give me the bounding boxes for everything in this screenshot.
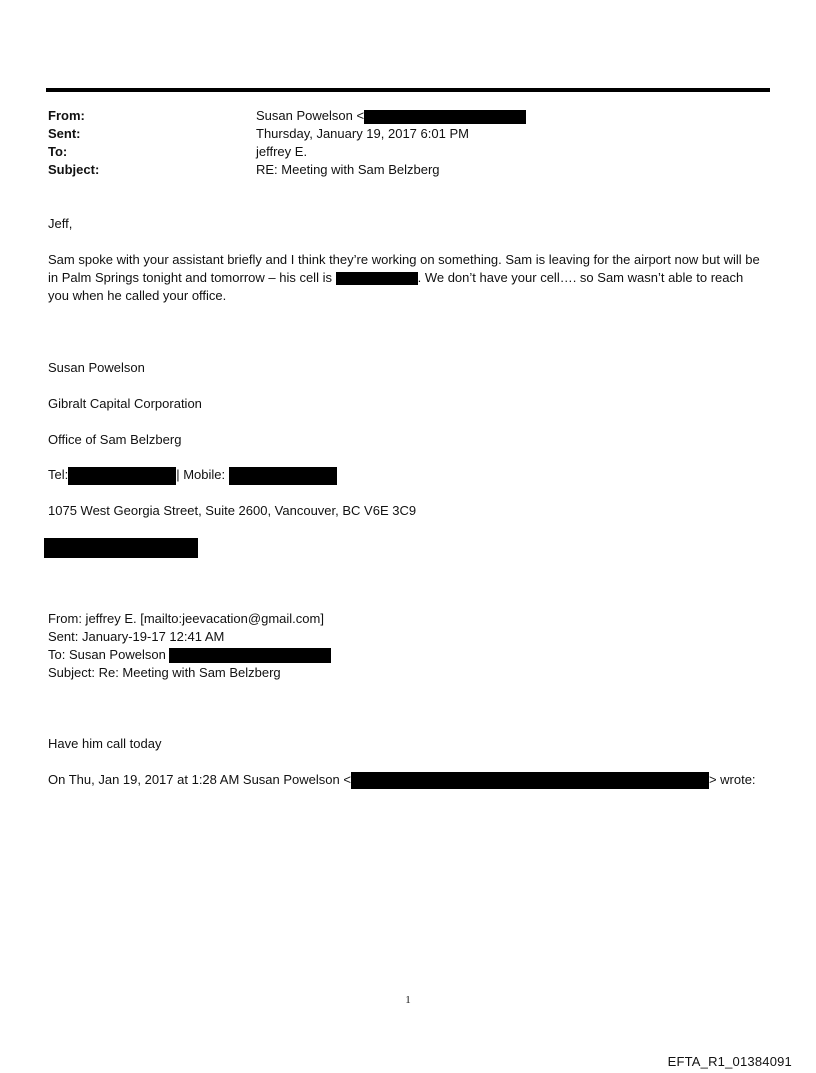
greeting: Jeff, bbox=[48, 216, 73, 231]
redaction-block bbox=[351, 772, 709, 789]
sent-label: Sent: bbox=[48, 126, 81, 141]
sent-value: Thursday, January 19, 2017 6:01 PM bbox=[256, 126, 469, 141]
redaction-block bbox=[229, 467, 337, 485]
message-text-part-1: Sam spoke with your assistant briefly and I think they’re working on something. Sam is leaving for the airport now but will be in Palm Springs tonight and tomorrow – his cell is bbox=[48, 252, 760, 285]
from-label: From: bbox=[48, 108, 85, 123]
redaction-block bbox=[169, 648, 331, 663]
quoted-subject-line: Subject: Re: Meeting with Sam Belzberg bbox=[48, 665, 281, 680]
redaction-block bbox=[68, 467, 176, 485]
signature-name: Susan Powelson bbox=[48, 360, 145, 375]
redaction-block bbox=[44, 538, 198, 558]
signature-phone-line bbox=[48, 466, 337, 485]
signature-company: Gibralt Capital Corporation bbox=[48, 396, 202, 411]
from-value bbox=[256, 107, 526, 125]
attribution-prefix: On Thu, Jan 19, 2017 at 1:28 AM Susan Powelson < bbox=[48, 772, 351, 787]
redaction-block bbox=[364, 110, 526, 124]
redaction-block bbox=[336, 272, 418, 285]
page-number: 1 bbox=[405, 994, 411, 1006]
attribution-suffix: > wrote: bbox=[708, 772, 756, 787]
quoted-from-line: From: jeffrey E. [mailto:jeevacation@gmail.com] bbox=[48, 611, 324, 626]
quoted-reply-text: Have him call today bbox=[48, 736, 162, 751]
header-rule bbox=[46, 88, 770, 92]
quoted-to-line bbox=[48, 646, 331, 664]
quoted-to-text: To: Susan Powelson bbox=[48, 647, 166, 662]
bates-number: EFTA_R1_01384091 bbox=[667, 1054, 792, 1069]
quoted-attribution-line bbox=[48, 771, 756, 789]
signature-office: Office of Sam Belzberg bbox=[48, 432, 182, 447]
to-label: To: bbox=[48, 144, 68, 159]
mobile-label: | Mobile: bbox=[176, 467, 226, 482]
tel-label: Tel: bbox=[48, 467, 69, 482]
quoted-sent-line: Sent: January-19-17 12:41 AM bbox=[48, 629, 225, 644]
subject-value: RE: Meeting with Sam Belzberg bbox=[256, 162, 440, 177]
subject-label: Subject: bbox=[48, 162, 100, 177]
message-text-part-2: . We don’t have your cell…. so Sam wasn’t able to reach you when he called your office. bbox=[48, 270, 744, 303]
from-name: Susan Powelson < bbox=[256, 108, 365, 123]
message-paragraph bbox=[48, 251, 764, 305]
to-value: jeffrey E. bbox=[256, 144, 308, 159]
signature-address: 1075 West Georgia Street, Suite 2600, Vancouver, BC V6E 3C9 bbox=[48, 503, 417, 518]
